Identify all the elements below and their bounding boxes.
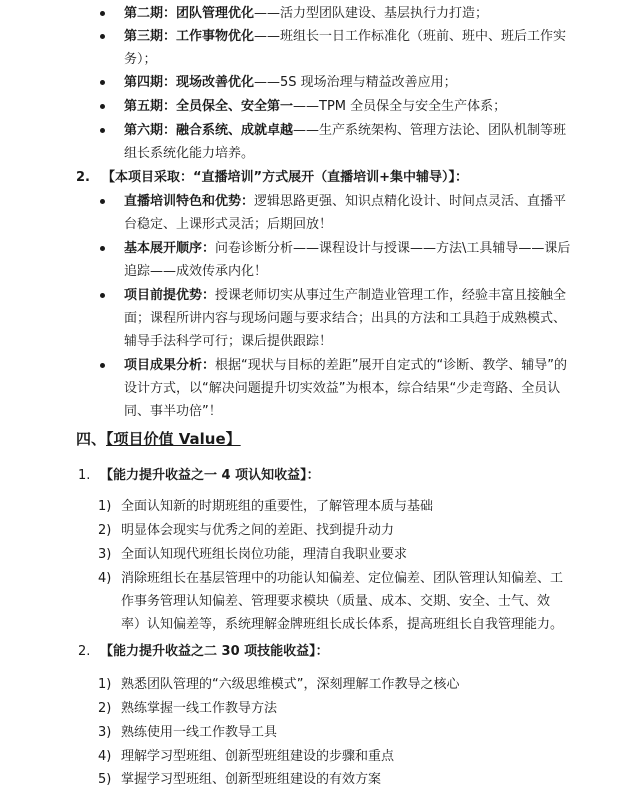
bullet-icon: [100, 128, 105, 133]
item-text: 熟练掌握一线工作教导方法: [121, 701, 278, 716]
chapter-heading: [76, 428, 241, 451]
bullet-icon: [100, 293, 105, 298]
item-marker: 5): [98, 772, 112, 787]
benefit-item: [98, 519, 568, 542]
benefit-number: 1.: [78, 468, 91, 483]
item-text: 熟练使用一线工作教导工具: [121, 725, 278, 740]
feature-label: 项目前提优势：: [124, 288, 216, 303]
feature-label: 直播培训特色和优势：: [124, 194, 255, 209]
phase-label: 第二期：团队管理优化: [124, 6, 255, 21]
phase-label: 第三期：工作事物优化: [124, 29, 255, 44]
item-text: 掌握学习型班组、创新型班组建设的有效方案: [121, 772, 382, 787]
section-number: 2.: [76, 170, 90, 185]
item-marker: 1): [98, 499, 112, 514]
benefit-title: 【能力提升收益之一 4 项认知收益】：: [100, 468, 320, 483]
benefit-item: [98, 697, 568, 720]
phase-label: 第五期：全员保全、安全第一: [124, 99, 294, 114]
phase-item: [100, 119, 572, 165]
phase-item: [100, 95, 572, 118]
section-heading: [76, 166, 576, 189]
phase-item: [100, 71, 572, 94]
benefit-item: [98, 543, 568, 566]
phase-item: [100, 2, 572, 25]
phase-text: ——TPM 全员保全与安全生产体系；: [293, 99, 507, 114]
feature-item: [100, 354, 572, 423]
phase-item: [100, 25, 572, 71]
bullet-icon: [100, 199, 105, 204]
item-marker: 4): [98, 571, 112, 586]
item-text: 明显体会现实与优秀之间的差距、找到提升动力: [121, 523, 395, 538]
benefit-item: [98, 567, 568, 636]
benefit-heading: [78, 640, 578, 663]
phase-text: ——生产系统架构、管理方法论、团队机制等班组长系统化能力培养。: [124, 123, 567, 161]
phase-label: 第四期：现场改善优化: [124, 75, 255, 90]
chapter-number: 四、: [76, 430, 107, 448]
feature-text: 授课老师切实从事过生产制造业管理工作，经验丰富且接触全面；课程所讲内容与现场问题与要求结合；出具的方法和工具趋于成熟模式、辅导手法科学可行；课后提供跟踪！: [124, 288, 567, 349]
bullet-icon: [100, 80, 105, 85]
item-marker: 1): [98, 677, 112, 692]
bullet-icon: [100, 34, 105, 39]
bullet-icon: [100, 363, 105, 368]
item-text: 理解学习型班组、创新型班组建设的步骤和重点: [121, 749, 395, 764]
bullet-icon: [100, 104, 105, 109]
feature-item: [100, 190, 572, 236]
benefit-item: [98, 768, 568, 791]
feature-text: 逻辑思路更强、知识点精化设计、时间点灵活、直播平台稳定、上课形式灵活；后期回放！: [124, 194, 567, 232]
phase-text: ——5S 现场治理与精益改善应用；: [254, 75, 457, 90]
benefit-heading: [78, 464, 578, 487]
benefit-item: [98, 721, 568, 744]
benefit-item: [98, 745, 568, 768]
feature-text: 根据“现状与目标的差距”展开自定式的“诊断、教学、辅导”的设计方式，以“解决问题提升切实效益”为根本，综合结果“少走弯路、全员认同、事半功倍”！: [124, 358, 567, 419]
benefit-number: 2.: [78, 644, 91, 659]
feature-text: 问卷诊断分析——课程设计与授课——方法\工具辅导——课后追踪——成效传承内化！: [124, 241, 571, 279]
phase-text: ——活力型团队建设、基层执行力打造；: [254, 6, 489, 21]
item-text: 消除班组长在基层管理中的功能认知偏差、定位偏差、团队管理认知偏差、工作事务管理认知偏差、管理要求模块（质量、成本、交期、安全、士气、效率）认知偏差等，系统理解金牌班组长成长体系，提高班组长自我管理能力。: [121, 571, 564, 632]
benefit-title: 【能力提升收益之二 30 项技能收益】：: [100, 644, 329, 659]
item-marker: 4): [98, 749, 112, 764]
phase-label: 第六期：融合系统、成就卓越: [124, 123, 294, 138]
bullet-icon: [100, 11, 105, 16]
item-text: 熟悉团队管理的“六级思维模式”，深刻理解工作教导之核心: [121, 677, 460, 692]
feature-label: 基本展开顺序：: [124, 241, 216, 256]
benefit-item: [98, 495, 568, 518]
benefit-item: [98, 673, 568, 696]
chapter-title: 【项目价值 Value】: [106, 430, 241, 448]
section-title: 【本项目采取：“直播培训”方式展开（直播培训+集中辅导）】：: [102, 170, 468, 185]
feature-item: [100, 237, 572, 283]
bullet-icon: [100, 246, 105, 251]
item-marker: 2): [98, 523, 112, 538]
item-marker: 2): [98, 701, 112, 716]
item-text: 全面认知现代班组长岗位功能，理清自我职业要求: [121, 547, 408, 562]
item-marker: 3): [98, 725, 112, 740]
feature-item: [100, 284, 572, 353]
item-text: 全面认知新的时期班组的重要性，了解管理本质与基础: [121, 499, 434, 514]
feature-label: 项目成果分析：: [124, 358, 216, 373]
item-marker: 3): [98, 547, 112, 562]
phase-text: ——班组长一日工作标准化（班前、班中、班后工作实务）；: [124, 29, 567, 67]
